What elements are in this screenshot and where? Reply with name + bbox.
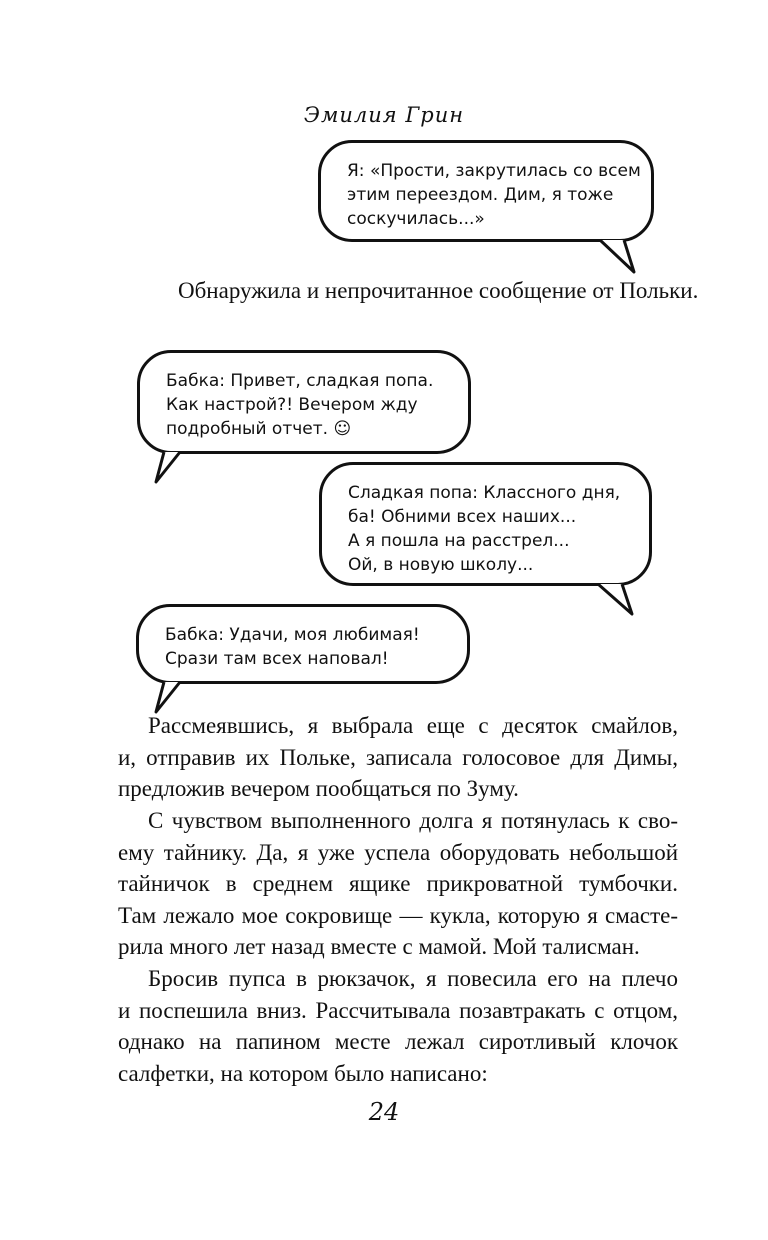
paragraph-line: однако на папином месте лежал сиротливый клочок [118, 1029, 678, 1054]
paragraph-line: Там лежало мое сокровище — кукла, которую я смасте- [118, 902, 678, 928]
chat-bubble-grandma [136, 604, 470, 684]
bubble-line: подробный отчет. ☺ [166, 419, 352, 439]
bubble-tail-icon [598, 237, 638, 277]
paragraph-line: предложив вечером пообщаться по Зуму. [118, 776, 519, 801]
bubble-tail-icon [150, 449, 190, 489]
bubble-line: ба! Обними всех наших... [348, 507, 577, 527]
bubble-line: Я: «Прости, закрутилась со всем [347, 161, 641, 181]
paragraph [118, 963, 678, 1089]
paragraph-line: ему тайнику. Да, я уже успела оборудовать небольшой [118, 839, 678, 865]
bubble-line: Бабка: Привет, сладкая попа. [166, 371, 434, 391]
bubble-line: А я пошла на расстрел... [348, 531, 570, 551]
page-number: 24 [368, 1098, 400, 1126]
paragraph-line: Бросив пупса в рюкзачок, я повесила его на плечо [148, 966, 678, 991]
bubble-line: соскучилась...» [347, 209, 485, 229]
intro-line: Обнаружила и непрочитанное сообщение от Польки. [178, 278, 699, 303]
paragraph-line: и поспешила вниз. Рассчитывала позавтракать с отцом, [118, 997, 678, 1023]
running-header-author: Эмилия Грин [303, 103, 465, 127]
bubble-tail-icon [596, 581, 636, 621]
paragraph-line: Рассмеявшись, я выбрала еще с десяток смайлов, [148, 713, 678, 738]
paragraph-line: тайничок в среднем ящике прикроватной тумбочки. [118, 871, 678, 896]
paragraph-line: С чувством выполненного долга я потянулась к сво- [148, 808, 678, 833]
paragraph [118, 710, 678, 805]
paragraph-line: салфетки, на котором было написано: [118, 1060, 488, 1086]
paragraph [118, 805, 678, 963]
paragraph-line: и, отправив их Польке, записала голосовое для Димы, [118, 744, 678, 770]
chat-bubble-grandma [137, 350, 471, 454]
bubble-line: Срази там всех наповал! [165, 649, 389, 669]
chat-bubble-me [318, 140, 654, 242]
chat-bubble-me [319, 462, 652, 586]
bubble-line: Ой, в новую школу... [348, 555, 534, 575]
bubble-line: Как настрой?! Вечером жду [166, 395, 418, 415]
paragraph-line: рила много лет назад вместе с мамой. Мой талисман. [118, 934, 640, 959]
bubble-line: Бабка: Удачи, моя любимая! [165, 625, 420, 645]
bubble-line: этим переездом. Дим, я тоже [347, 185, 614, 205]
bubble-line: Сладкая попа: Классного дня, [348, 483, 621, 503]
